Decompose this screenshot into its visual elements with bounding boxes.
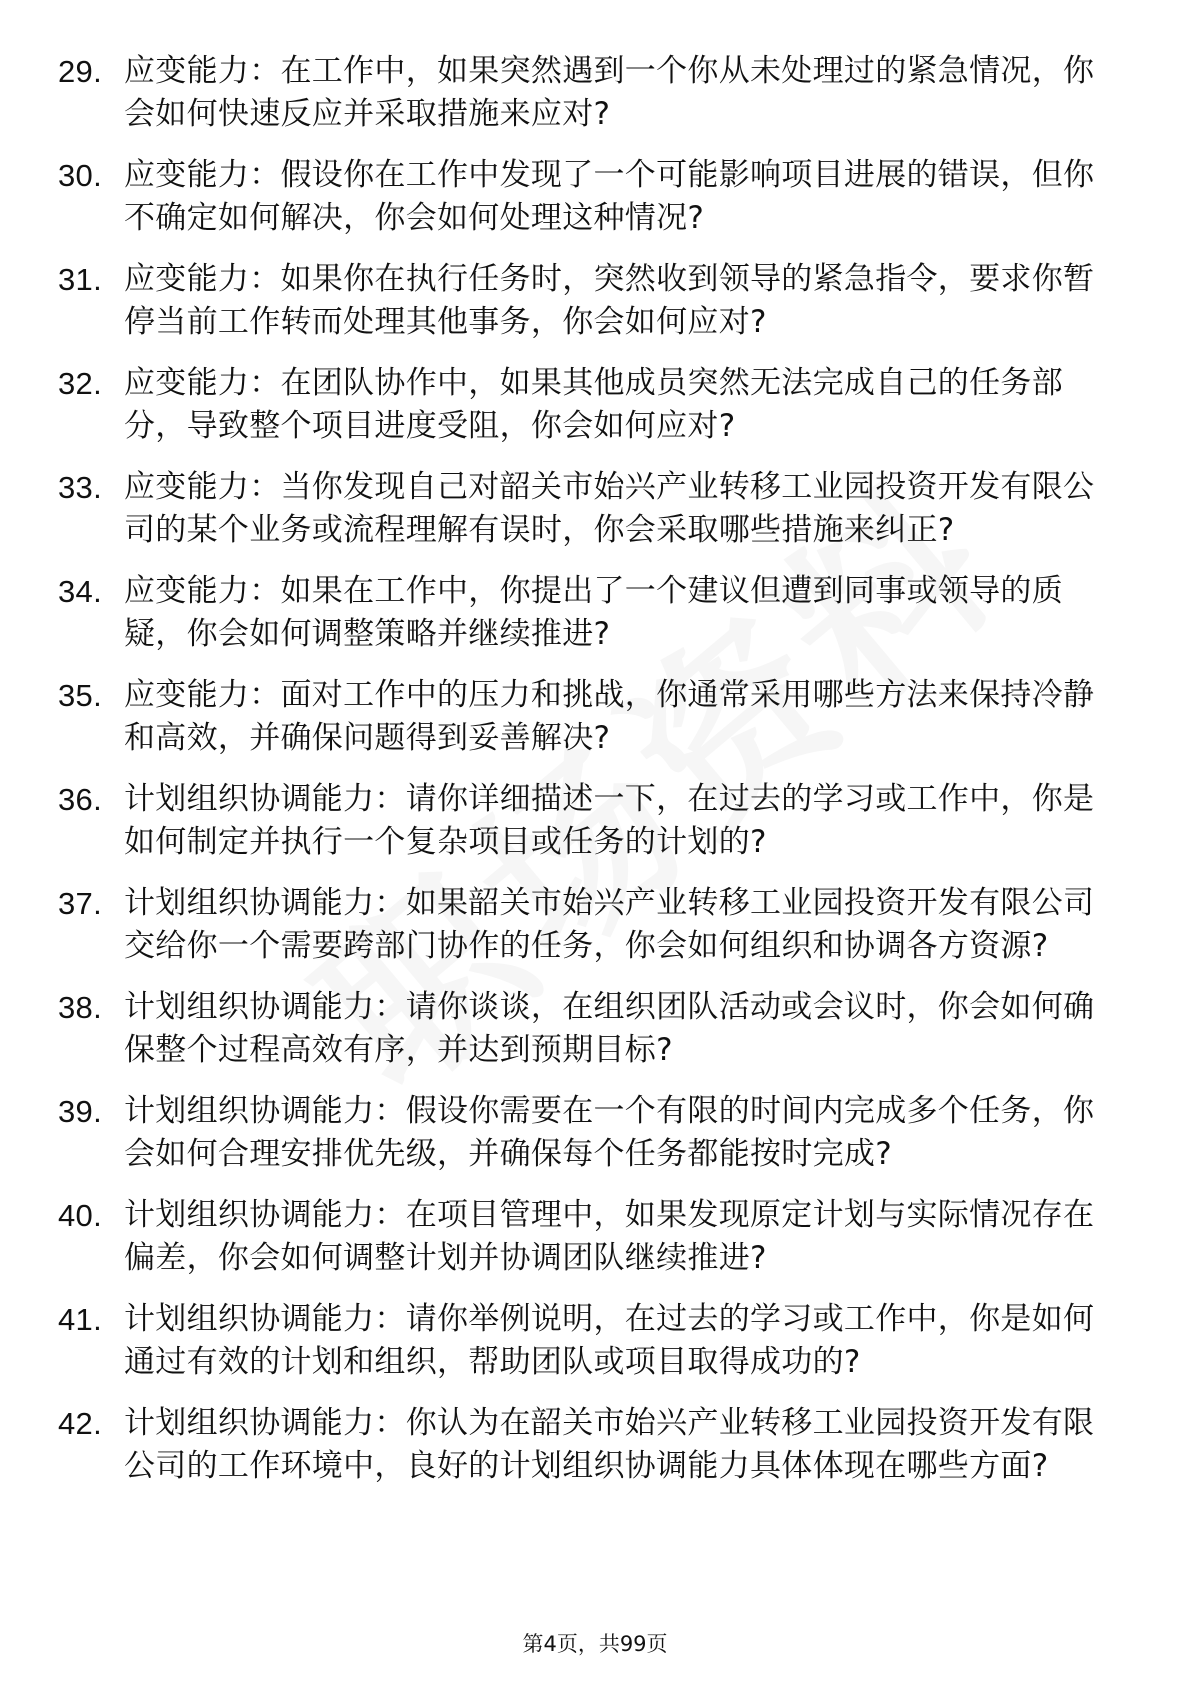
- question-item: [58, 1402, 1122, 1488]
- question-text: 计划组织协调能力：如果韶关市始兴产业转移工业园投资开发有限公司交给你一个需要跨部门协作的任务，你会如何组织和协调各方资源?: [124, 885, 1095, 964]
- question-text: 计划组织协调能力：在项目管理中，如果发现原定计划与实际情况存在偏差，你会如何调整计划并协调团队继续推进?: [124, 1197, 1095, 1276]
- question-item: [58, 258, 1122, 344]
- question-text: 应变能力：面对工作中的压力和挑战，你通常采用哪些方法来保持冷静和高效，并确保问题得到妥善解决?: [124, 677, 1095, 756]
- question-text: 应变能力：如果在工作中，你提出了一个建议但遭到同事或领导的质疑，你会如何调整策略并继续推进?: [124, 573, 1063, 652]
- question-text: 应变能力：当你发现自己对韶关市始兴产业转移工业园投资开发有限公司的某个业务或流程理解有误时，你会采取哪些措施来纠正?: [124, 469, 1095, 548]
- question-number: 40.: [58, 1198, 102, 1233]
- question-number: 36.: [58, 782, 102, 817]
- question-text: 应变能力：假设你在工作中发现了一个可能影响项目进展的错误，但你不确定如何解决，你会如何处理这种情况?: [124, 157, 1095, 236]
- question-item: [58, 1194, 1122, 1280]
- question-item: [58, 882, 1122, 968]
- question-item: [58, 1298, 1122, 1384]
- question-item: [58, 986, 1122, 1072]
- question-text: 应变能力：在团队协作中，如果其他成员突然无法完成自己的任务部分，导致整个项目进度受阻，你会如何应对?: [124, 365, 1063, 444]
- question-item: [58, 154, 1122, 240]
- question-item: [58, 778, 1122, 864]
- question-number: 33.: [58, 470, 102, 505]
- page-footer: 第4页，共99页: [522, 1632, 668, 1656]
- question-number: 29.: [58, 54, 102, 89]
- question-item: [58, 1090, 1122, 1176]
- question-number: 30.: [58, 158, 102, 193]
- question-text: 应变能力：如果你在执行任务时，突然收到领导的紧急指令，要求你暂停当前工作转而处理其他事务，你会如何应对?: [124, 261, 1095, 340]
- question-number: 41.: [58, 1302, 102, 1337]
- question-text: 计划组织协调能力：请你谈谈，在组织团队活动或会议时，你会如何确保整个过程高效有序，并达到预期目标?: [124, 989, 1095, 1068]
- question-item: [58, 466, 1122, 552]
- question-number: 31.: [58, 262, 102, 297]
- question-number: 42.: [58, 1406, 102, 1441]
- question-item: [58, 674, 1122, 760]
- question-list: [58, 50, 1122, 1506]
- question-number: 34.: [58, 574, 102, 609]
- question-text: 计划组织协调能力：请你详细描述一下，在过去的学习或工作中，你是如何制定并执行一个复杂项目或任务的计划的?: [124, 781, 1095, 860]
- question-number: 32.: [58, 366, 102, 401]
- question-item: [58, 570, 1122, 656]
- question-number: 37.: [58, 886, 102, 921]
- question-text: 计划组织协调能力：请你举例说明，在过去的学习或工作中，你是如何通过有效的计划和组织，帮助团队或项目取得成功的?: [124, 1301, 1095, 1380]
- question-item: [58, 50, 1122, 136]
- question-text: 计划组织协调能力：你认为在韶关市始兴产业转移工业园投资开发有限公司的工作环境中，良好的计划组织协调能力具体体现在哪些方面?: [124, 1405, 1095, 1484]
- question-number: 38.: [58, 990, 102, 1025]
- question-number: 35.: [58, 678, 102, 713]
- question-text: 计划组织协调能力：假设你需要在一个有限的时间内完成多个任务，你会如何合理安排优先级，并确保每个任务都能按时完成?: [124, 1093, 1095, 1172]
- question-item: [58, 362, 1122, 448]
- question-text: 应变能力：在工作中，如果突然遇到一个你从未处理过的紧急情况，你会如何快速反应并采取措施来应对?: [124, 53, 1095, 132]
- question-number: 39.: [58, 1094, 102, 1129]
